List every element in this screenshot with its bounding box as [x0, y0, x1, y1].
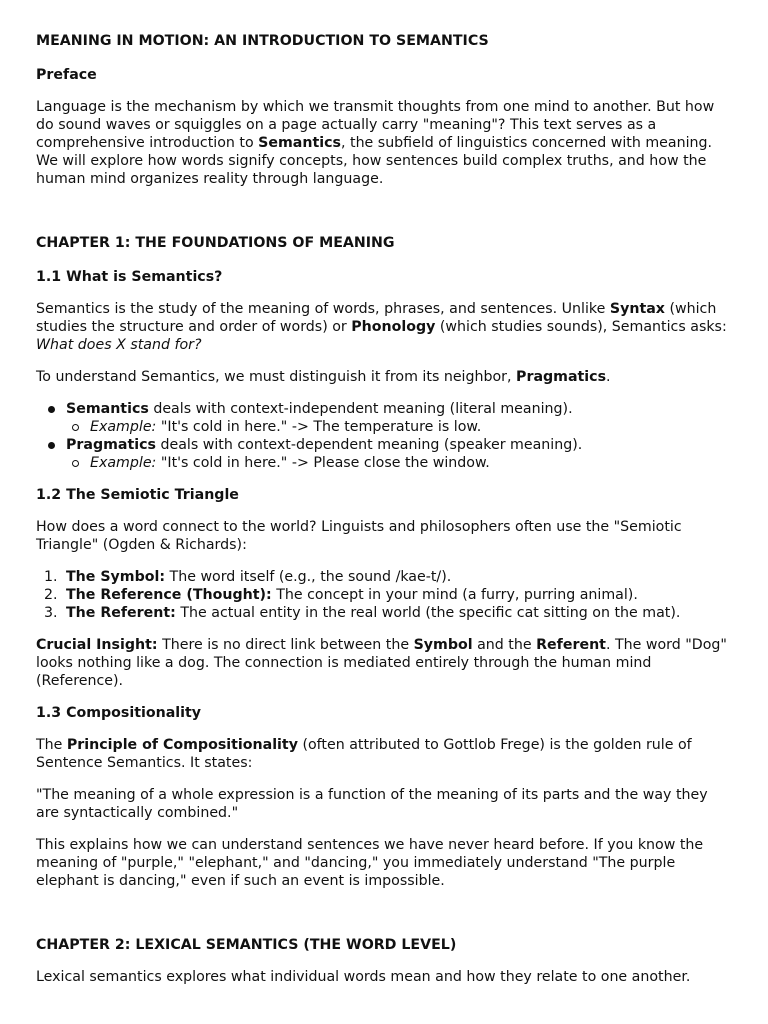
section-1-1-heading: 1.1 What is Semantics? [36, 269, 223, 285]
compositionality-quote: "The meaning of a whole expression is a function of the meaning of its parts and the way they are syntactically combined." [36, 787, 708, 821]
pragmatics-intro-paragraph: To understand Semantics, we must distinguish it from its neighbor, Pragmatics. [36, 369, 611, 385]
section-1-2-paragraph: How does a word connect to the world? Linguists and philosophers often use the "Semiotic Triangle" (Ogden & Richards): [36, 519, 682, 553]
list-item: Example: "It's cold in here." -> The temperature is low. [66, 418, 732, 436]
sub-list [66, 454, 732, 472]
list-item: 1. The Symbol: The word itself (e.g., the sound /kae-t/). [44, 569, 452, 585]
section-1-2-heading: 1.2 The Semiotic Triangle [36, 487, 239, 503]
document-title: MEANING IN MOTION: AN INTRODUCTION TO SEMANTICS [36, 33, 489, 49]
section-1-3-paragraph: The Principle of Compositionality (often attributed to Gottlob Frege) is the golden rule of Sentence Semantics. It states: [36, 737, 692, 771]
section-1-1-paragraph: Semantics is the study of the meaning of words, phrases, and sentences. Unlike Syntax (which studies the structure and order of words) or Phonology (which studies sounds), Semantics asks: What does X stand for? [36, 301, 727, 353]
list-item: Example: "It's cold in here." -> Please close the window. [66, 454, 732, 472]
preface-heading: Preface [36, 67, 97, 83]
compositionality-explanation: This explains how we can understand sentences we have never heard before. If you know the meaning of "purple," "elephant," and "dancing," you immediately understand "The purple elephant is dancing," even if such an event is impossible. [36, 837, 704, 889]
list-item: Semantics deals with context-independent meaning (literal meaning). Example: "It's cold in here." -> The temperature is low. [36, 400, 732, 436]
semantics-pragmatics-list [36, 400, 732, 472]
preface-paragraph: Language is the mechanism by which we transmit thoughts from one mind to another. But how do sound waves or squiggles on a page actually carry "meaning"? This text serves as a comprehensive introduction to Semantics, the subfield of linguistics concerned with meaning. We will explore how words signify concepts, how sentences build complex truths, and how the human mind organizes reality through language. [36, 99, 715, 187]
sub-list [66, 418, 732, 436]
list-item: 2. The Reference (Thought): The concept in your mind (a furry, purring animal). [44, 587, 638, 603]
section-1-3-heading: 1.3 Compositionality [36, 705, 202, 721]
chapter-1-heading: CHAPTER 1: THE FOUNDATIONS OF MEANING [36, 235, 395, 251]
list-item: Pragmatics deals with context-dependent meaning (speaker meaning). Example: "It's cold in here." -> Please close the window. [36, 436, 732, 472]
chapter-2-heading: CHAPTER 2: LEXICAL SEMANTICS (THE WORD LEVEL) [36, 937, 457, 953]
semantics-term: Semantics [258, 135, 341, 151]
list-item: 3. The Referent: The actual entity in the real world (the specific cat sitting on the mat). [44, 605, 681, 621]
semiotic-triangle-list [36, 568, 732, 622]
chapter-2-paragraph: Lexical semantics explores what individual words mean and how they relate to one another. [36, 969, 691, 985]
crucial-insight-paragraph: Crucial Insight: There is no direct link between the Symbol and the Referent. The word "Dog" looks nothing like a dog. The connection is mediated entirely through the human mind (Reference). [36, 637, 727, 689]
